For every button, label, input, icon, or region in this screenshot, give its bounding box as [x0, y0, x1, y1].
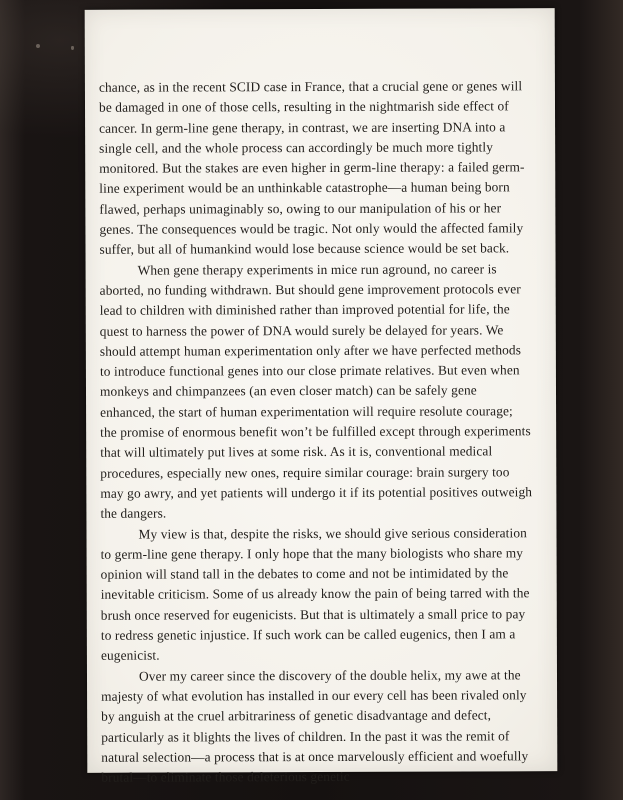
document-page: [85, 8, 558, 785]
paragraph-continuation: chance, as in the recent SCID case in France, that a crucial gene or genes will be damaged in one of those cells, resulting in the nightmarish side effect of cancer. In germ-line gene therapy, in contrast, we are inserting DNA into a single cell, and the whole process can accordingly be much more tightly monitored. But the stakes are even higher in germ-line therapy: a failed germ-line experiment would be an unthinkable catastrophe—a human being born flawed, perhaps unimaginably so, owing to our manipulation of his or her genes. The consequences would be tragic. Not only would the affected family suffer, but all of humankind would lose because science would be set back.: [98, 78, 525, 258]
paragraph: Over my career since the discovery of the double helix, my awe at the majesty of what evolution has installed in our every cell has been rivaled only by anguish at the cruel arbitrariness of genetic disadvantage and defect, particularly as it blights the lives of children. In the past it was the remit of natural selection—a process that is at once marvelously efficient and woefully brutal—to eliminate those deleterious genetic: [101, 666, 529, 785]
scan-mark-icon: [71, 46, 74, 50]
paragraph: When gene therapy experiments in mice run aground, no career is aborted, no funding withdrawn. But should gene improvement protocols ever lead to children with diminished rather than improved potential for life, the quest to harness the power of DNA would surely be delayed for years. We should attempt human experimentation only after we have perfected methods to introduce functional genes into our close primate relatives. But even when monkeys and chimpanzees (an even closer match) can be safely gene enhanced, the start of human experimentation will require resolute courage; the promise of enormous benefit won’t be fulfilled except through experiments that will ultimately put lives at some risk. As it is, conventional medical procedures, especially new ones, require similar courage: brain surgery too may go awry, and yet patients will undergo it if its potential positives outweigh the dangers.: [99, 261, 533, 522]
page-text: [99, 76, 533, 788]
paragraph: My view is that, despite the risks, we should give serious consideration to germ-line gene therapy. I only hope that the many biologists who share my opinion will stand tall in the debates to come and not be intimidated by the inevitable criticism. Some of us already know the pain of being tarred with the brush once reserved for eugenicists. But that is ultimately a small price to pay to redress genetic injustice. If such work can be called eugenics, then I am a eugenicist.: [100, 524, 530, 664]
scan-mark-icon: [36, 44, 40, 48]
